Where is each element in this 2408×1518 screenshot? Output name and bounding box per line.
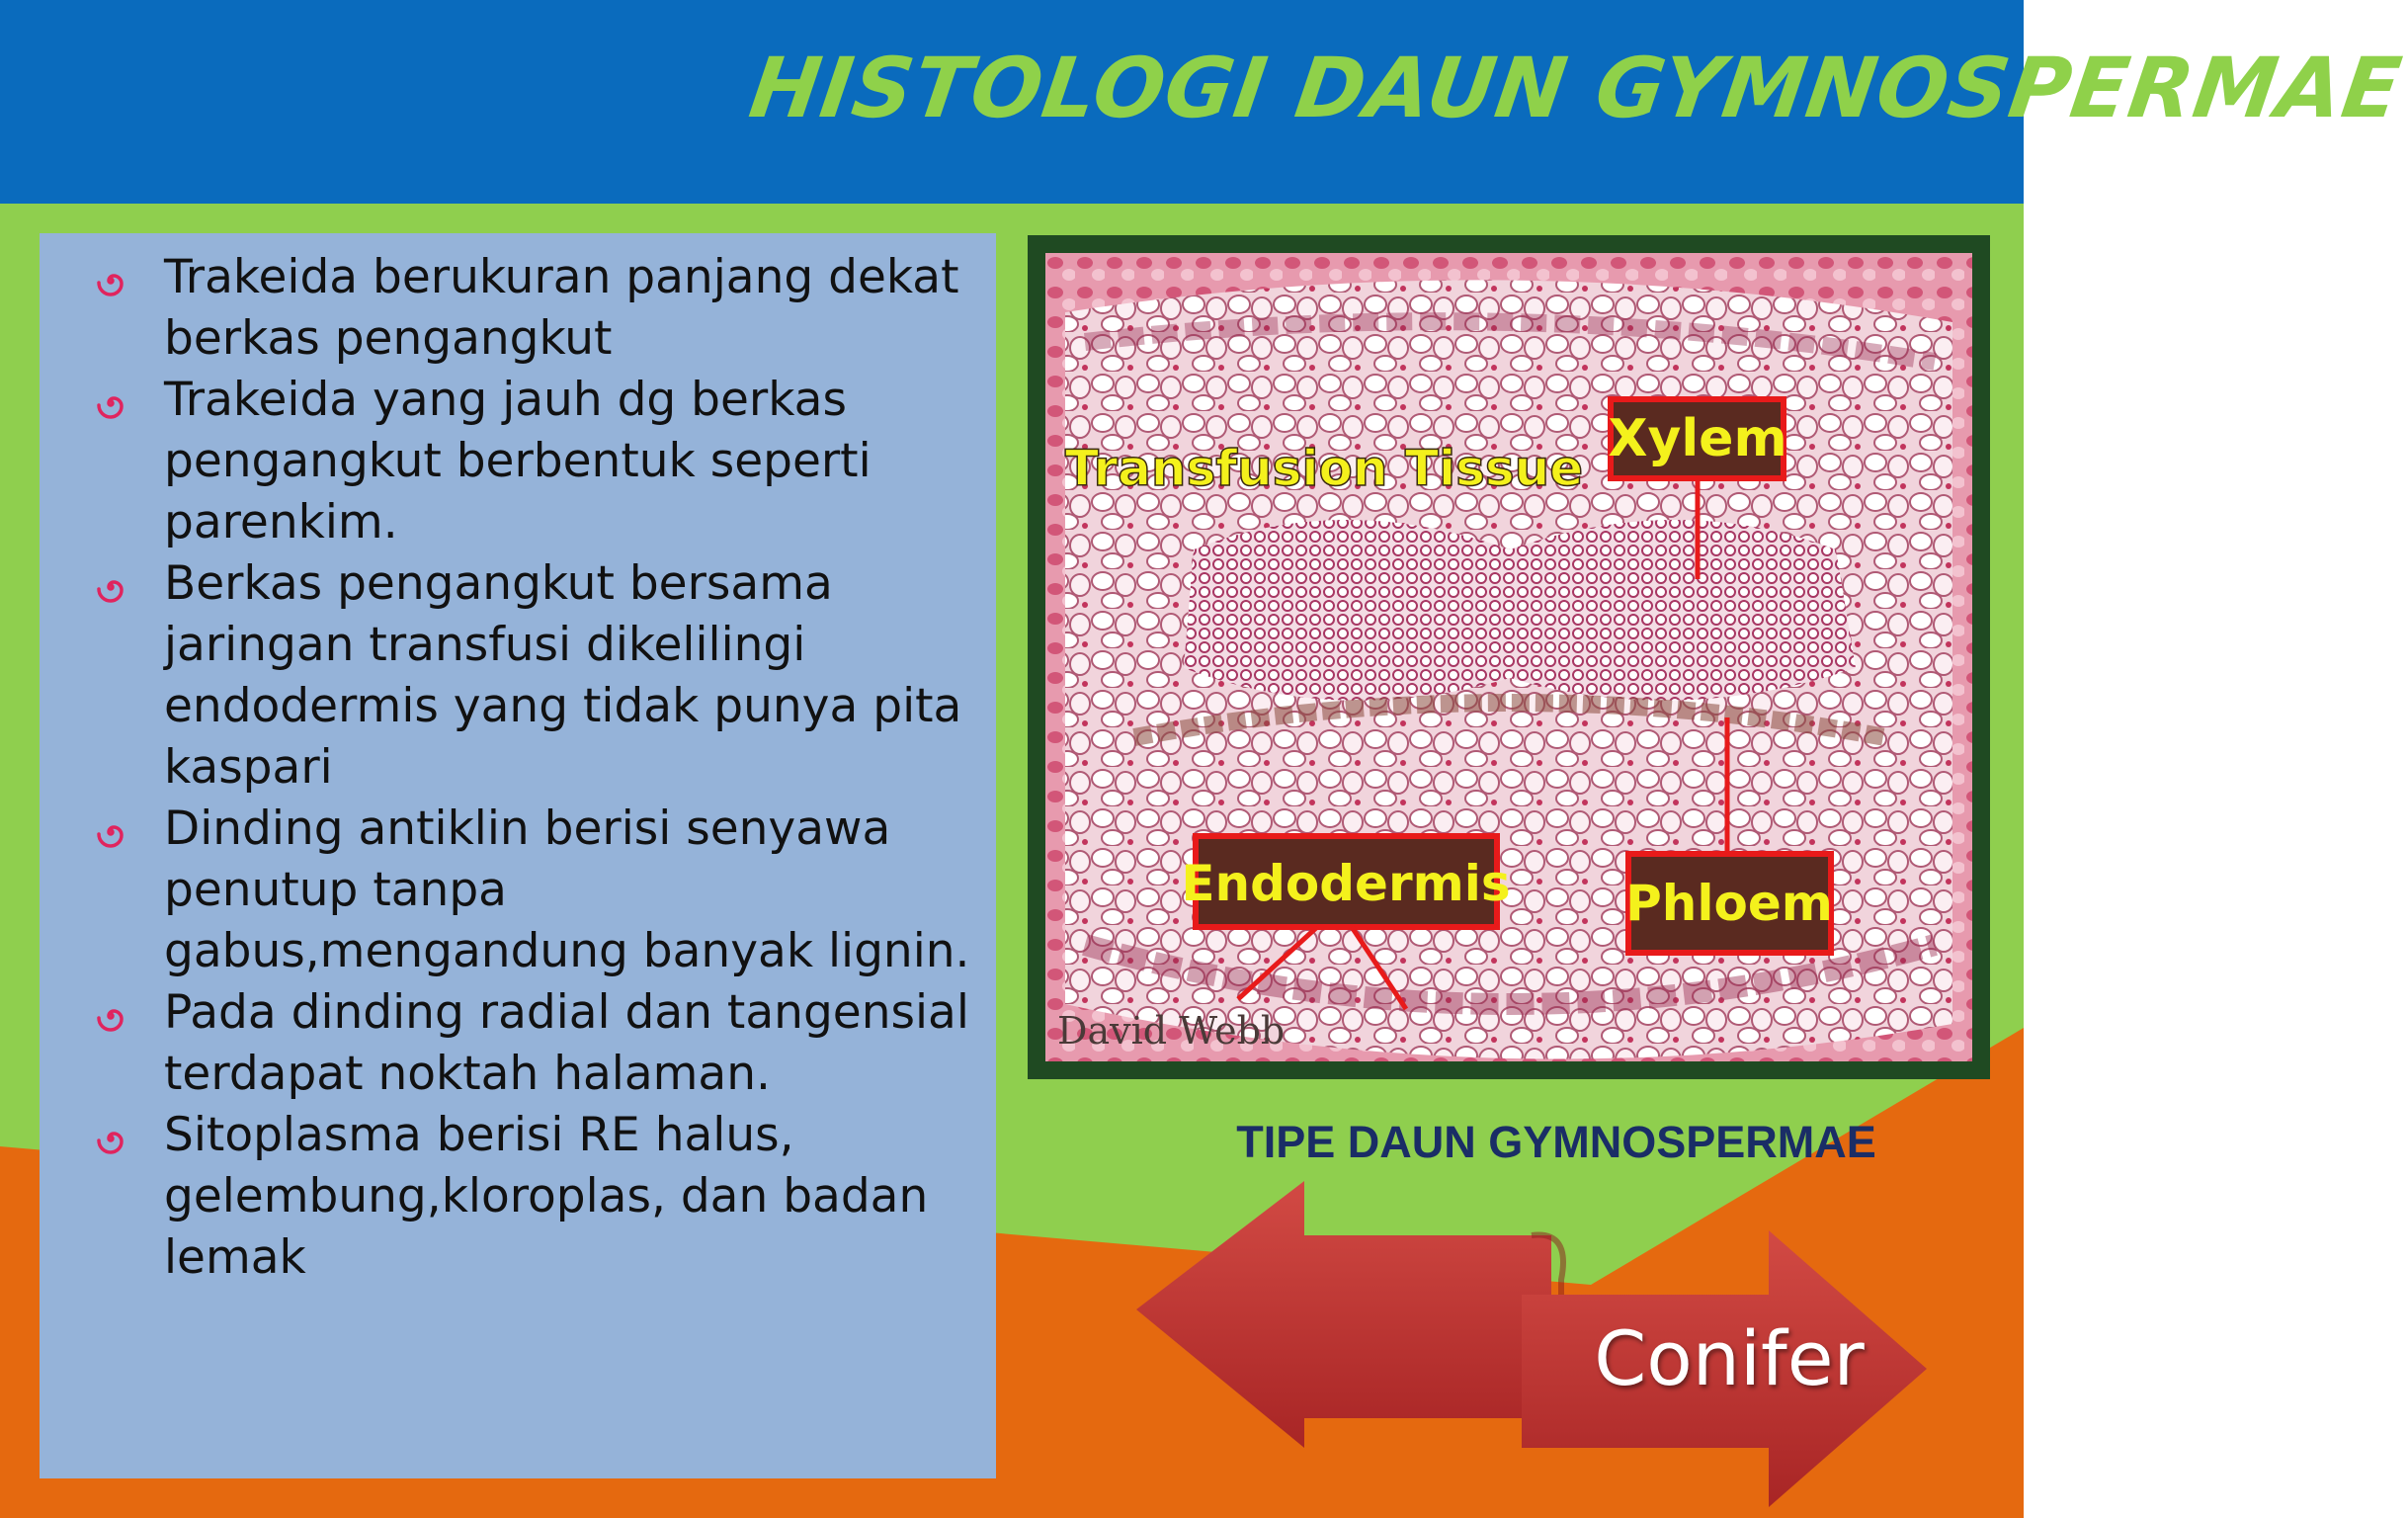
bullet-item — [61, 247, 976, 370]
bullet-text: Trakeida yang jauh dg berkas pengangkut berbentuk seperti parenkim. — [164, 373, 872, 549]
leaf-type-subtitle: TIPE DAUN GYMNOSPERMAE — [1236, 1117, 1876, 1167]
conifer-arrow-label: Conifer — [1594, 1314, 1865, 1402]
bullet-text: Berkas pengangkut bersama jaringan transfusi dikelilingi endodermis yang tidak punya pita kaspari — [164, 556, 962, 795]
spiral-bullet-icon — [97, 1125, 125, 1152]
bullet-item — [61, 370, 976, 553]
bullet-item — [61, 1105, 976, 1289]
bullet-text: Sitoplasma berisi RE halus, gelembung,kloroplas, dan badan lemak — [164, 1108, 929, 1285]
spiral-bullet-icon — [97, 1002, 125, 1030]
slide-title: HISTOLOGI DAUN GYMNOSPERMAE — [744, 40, 2408, 136]
leaf-cross-section-image — [1028, 235, 1990, 1079]
bullet-item — [61, 982, 976, 1105]
xylem-label-text: Xylem — [1608, 409, 1787, 468]
micrograph-illustration — [1045, 253, 1972, 1061]
bullet-list — [61, 247, 976, 1289]
spiral-bullet-icon — [97, 818, 125, 846]
content-panel — [40, 233, 996, 1478]
transfusion-tissue-label: Transfusion Tissue — [1064, 440, 1584, 497]
bullet-text: Dinding antiklin berisi senyawa penutup tanpa gabus,mengandung banyak lignin. — [164, 801, 970, 978]
phloem-label-text: Phloem — [1625, 875, 1833, 932]
endodermis-label-text: Endodermis — [1181, 855, 1511, 912]
spiral-bullet-icon — [97, 389, 125, 417]
spiral-bullet-icon — [97, 267, 125, 295]
spiral-bullet-icon — [97, 573, 125, 601]
image-credit: David Webb — [1057, 1009, 1286, 1053]
bullet-text: Pada dinding radial dan tangensial terdapat noktah halaman. — [164, 985, 969, 1101]
bullet-text: Trakeida berukuran panjang dekat berkas pengangkut — [164, 250, 959, 366]
bullet-item — [61, 799, 976, 982]
bullet-item — [61, 553, 976, 799]
